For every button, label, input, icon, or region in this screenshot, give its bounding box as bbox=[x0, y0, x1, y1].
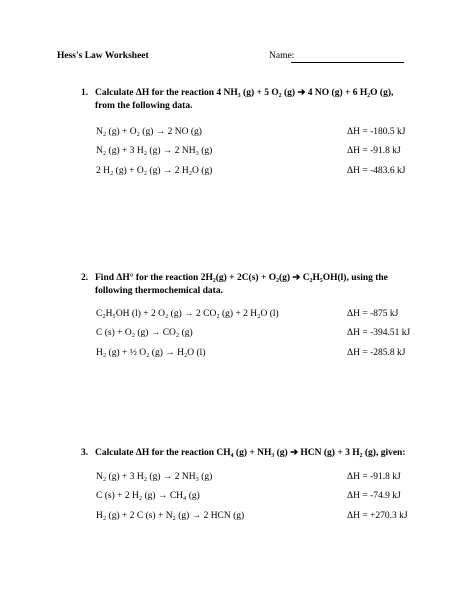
question-text-continued: from the following data. bbox=[95, 101, 193, 111]
enthalpy-value: ΔH = -483.6 kJ bbox=[347, 166, 406, 176]
enthalpy-value: ΔH = -74.9 kJ bbox=[347, 491, 401, 501]
reaction-equation: N₂ (g) + 3 H₂ (g) → 2 NH₃ (g) bbox=[96, 472, 213, 482]
enthalpy-value: ΔH = -285.8 kJ bbox=[347, 348, 406, 358]
reaction-equation: C (s) + 2 H₂ (g) → CH₄ (g) bbox=[96, 491, 200, 501]
reaction-equation: 2 H₂ (g) + O₂ (g) → 2 H₂O (g) bbox=[96, 166, 213, 176]
name-label: Name: bbox=[269, 51, 295, 61]
reaction-equation: N₂ (g) + 3 H₂ (g) → 2 NH₃ (g) bbox=[96, 146, 213, 156]
enthalpy-value: ΔH = -875 kJ bbox=[347, 309, 399, 319]
question-number: 3. bbox=[81, 448, 89, 458]
question-3-prompt bbox=[81, 447, 406, 460]
question-text: Calculate ΔH for the reaction CH₄ (g) + NH₃ (g) ➔ HCN (g) + 3 H₂ (g), given: bbox=[95, 448, 406, 458]
reaction-equation: C₂H₅OH (l) + 2 O₂ (g) → 2 CO₂ (g) + 2 H₂O (l) bbox=[96, 309, 279, 319]
reaction-equation: N₂ (g) + O₂ (g) → 2 NO (g) bbox=[96, 127, 202, 137]
enthalpy-value: ΔH = -91.8 kJ bbox=[347, 146, 401, 156]
question-text: Calculate ΔH for the reaction 4 NH₃ (g) + 5 O₂ (g) ➔ 4 NO (g) + 6 H₂O (g), bbox=[95, 88, 394, 98]
reaction-equation: C (s) + O₂ (g) → CO₂ (g) bbox=[96, 328, 193, 338]
name-blank-line bbox=[291, 62, 404, 63]
question-number: 2. bbox=[81, 273, 89, 283]
worksheet-title: Hess's Law Worksheet bbox=[57, 51, 149, 61]
question-1-prompt bbox=[81, 87, 393, 113]
question-text: Find ΔH° for the reaction 2H₂(g) + 2C(s) + O₂(g) ➔ C₂H₅OH(l), using the bbox=[95, 273, 388, 283]
enthalpy-value: ΔH = -180.5 kJ bbox=[347, 127, 406, 137]
question-number: 1. bbox=[81, 88, 89, 98]
enthalpy-value: ΔH = -394.51 kJ bbox=[347, 328, 411, 338]
reaction-equation: H₂ (g) + 2 C (s) + N₂ (g) → 2 HCN (g) bbox=[96, 511, 245, 521]
question-2-prompt bbox=[81, 272, 388, 298]
reaction-equation: H₂ (g) + ½ O₂ (g) → H₂O (l) bbox=[96, 348, 206, 358]
question-text-continued: following thermochemical data. bbox=[95, 286, 223, 296]
enthalpy-value: ΔH = +270.3 kJ bbox=[347, 511, 408, 521]
enthalpy-value: ΔH = -91.8 kJ bbox=[347, 472, 401, 482]
